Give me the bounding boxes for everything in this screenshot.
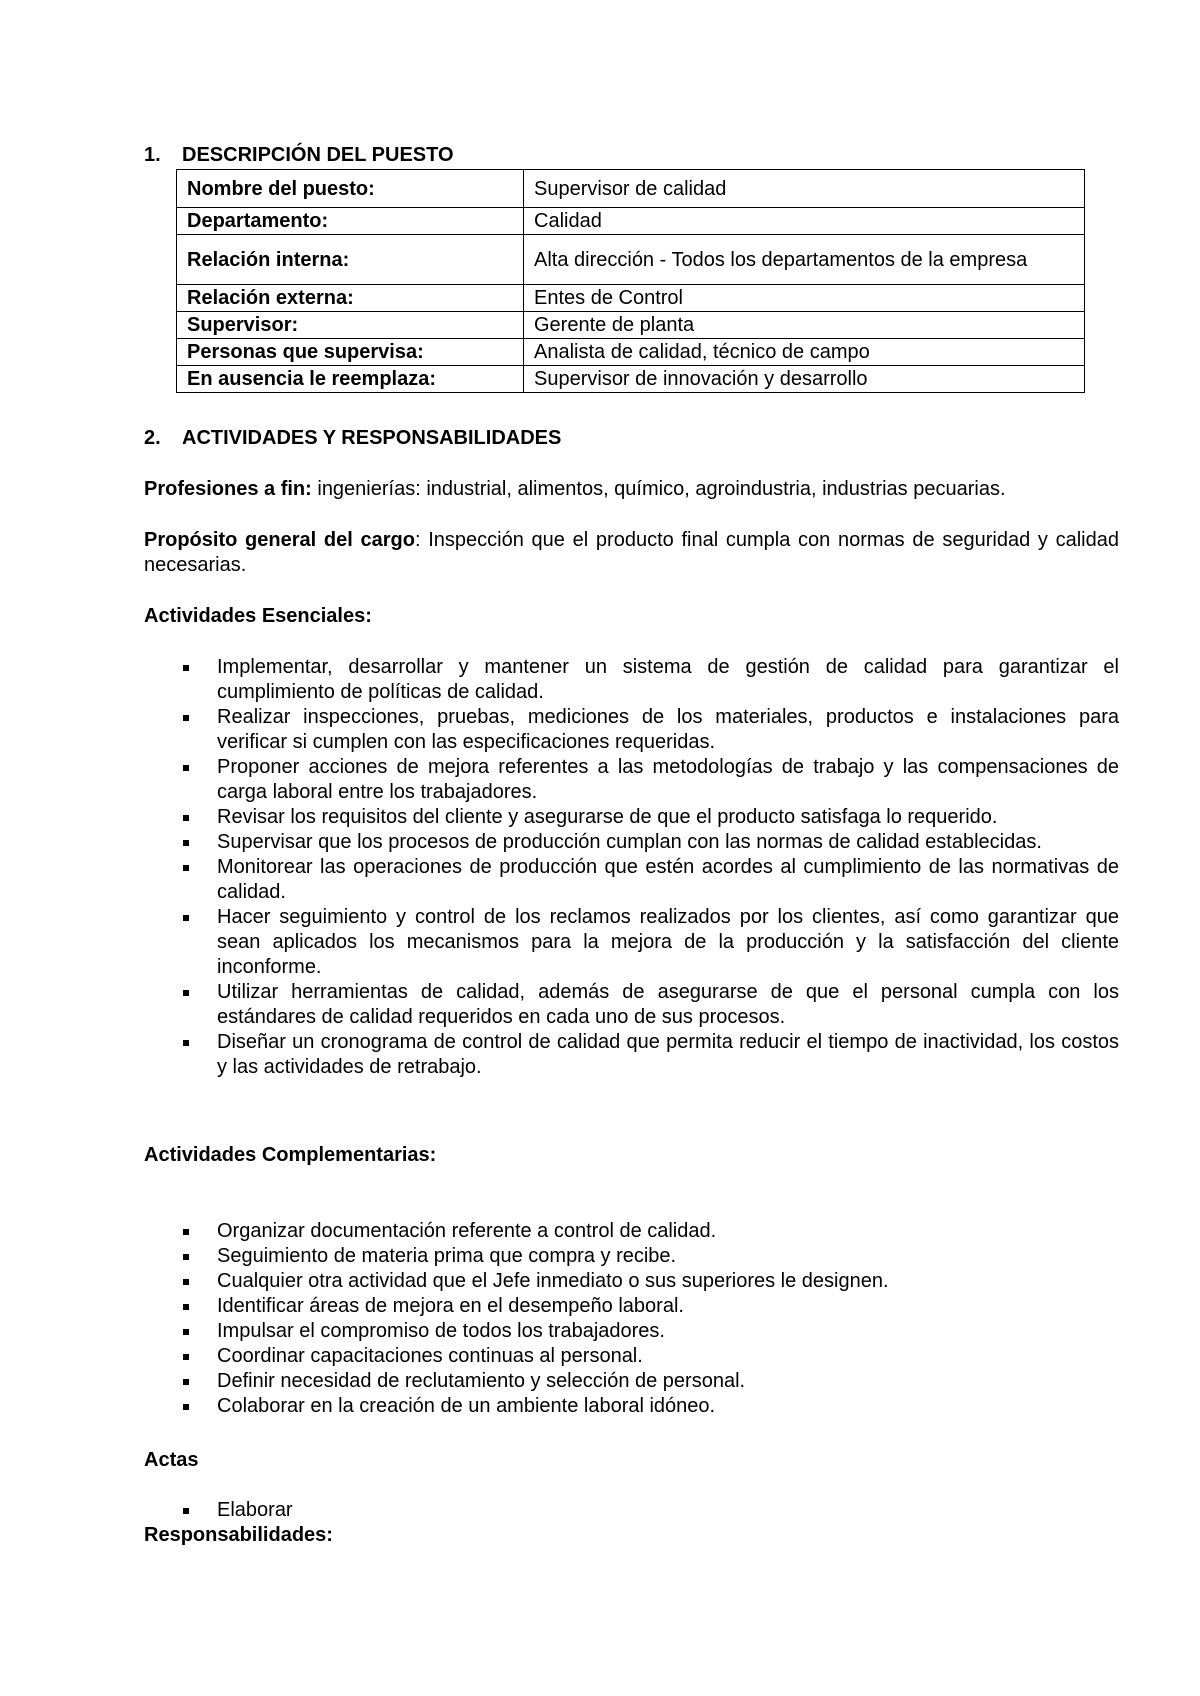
- section-2-title: ACTIVIDADES Y RESPONSABILIDADES: [182, 427, 562, 449]
- list-item: Impulsar el compromiso de todos los trabajadores.: [144, 1319, 1119, 1344]
- row-value: Analista de calidad, técnico de campo: [524, 339, 1085, 366]
- actas-list: [144, 1498, 1119, 1523]
- bullet-icon: [183, 715, 189, 721]
- table-row: [177, 170, 1085, 208]
- row-label: Departamento:: [177, 208, 524, 235]
- bullet-icon: [183, 1040, 189, 1046]
- section-2-number: 2.: [144, 427, 161, 449]
- job-description-table: [176, 169, 1085, 393]
- list-item: Coordinar capacitaciones continuas al personal.: [144, 1344, 1119, 1369]
- bullet-icon: [183, 865, 189, 871]
- list-item: Cualquier otra actividad que el Jefe inmediato o sus superiores le designen.: [144, 1269, 1119, 1294]
- bullet-icon: [183, 1354, 189, 1360]
- list-item: Proponer acciones de mejora referentes a las metodologías de trabajo y las compensaciones de carga laboral entre los trabajadores.: [144, 755, 1119, 805]
- bullet-icon: [183, 1508, 189, 1514]
- table-row: [177, 208, 1085, 235]
- bullet-icon: [183, 1304, 189, 1310]
- list-item: Colaborar en la creación de un ambiente laboral idóneo.: [144, 1394, 1119, 1419]
- list-item: Revisar los requisitos del cliente y asegurarse de que el producto satisfaga lo requerido.: [144, 805, 1119, 830]
- bullet-icon: [183, 1404, 189, 1410]
- bullet-icon: [183, 665, 189, 671]
- responsabilidades-title: Responsabilidades:: [144, 1524, 333, 1546]
- list-item: Elaborar: [144, 1498, 1119, 1523]
- list-item: Seguimiento de materia prima que compra y recibe.: [144, 1244, 1119, 1269]
- row-label: Relación externa:: [177, 285, 524, 312]
- esenciales-list: [144, 655, 1119, 1080]
- table-row: [177, 366, 1085, 393]
- bullet-icon: [183, 840, 189, 846]
- row-label: Nombre del puesto:: [177, 170, 524, 208]
- bullet-icon: [183, 990, 189, 996]
- proposito-label: Propósito general del cargo: [144, 529, 415, 551]
- actas-title: Actas: [144, 1449, 199, 1471]
- row-label: Personas que supervisa:: [177, 339, 524, 366]
- profesiones-paragraph: [144, 477, 1119, 502]
- section-1-heading: [144, 143, 454, 167]
- section-1-number: 1.: [144, 144, 161, 166]
- list-item: Monitorear las operaciones de producción que estén acordes al cumplimiento de las normativas de calidad.: [144, 855, 1119, 905]
- bullet-icon: [183, 765, 189, 771]
- list-item: Realizar inspecciones, pruebas, mediciones de los materiales, productos e instalaciones para verificar si cumplen con las especificaciones requeridas.: [144, 705, 1119, 755]
- list-item: Definir necesidad de reclutamiento y selección de personal.: [144, 1369, 1119, 1394]
- list-item: Organizar documentación referente a control de calidad.: [144, 1219, 1119, 1244]
- row-value: Supervisor de calidad: [524, 170, 1085, 208]
- table-row: [177, 339, 1085, 366]
- list-item: Implementar, desarrollar y mantener un sistema de gestión de calidad para garantizar el cumplimiento de políticas de calidad.: [144, 655, 1119, 705]
- esenciales-title: Actividades Esenciales:: [144, 605, 372, 627]
- proposito-paragraph: [144, 528, 1119, 578]
- bullet-icon: [183, 1279, 189, 1285]
- complementarias-list: [144, 1219, 1119, 1419]
- row-label: Relación interna:: [177, 235, 524, 285]
- bullet-icon: [183, 1254, 189, 1260]
- list-item: Supervisar que los procesos de producción cumplan con las normas de calidad establecidas.: [144, 830, 1119, 855]
- profesiones-label: Profesiones a fin:: [144, 478, 312, 500]
- row-value: Entes de Control: [524, 285, 1085, 312]
- section-1-title: DESCRIPCIÓN DEL PUESTO: [182, 144, 454, 166]
- section-2-heading: [144, 426, 561, 450]
- table-row: [177, 285, 1085, 312]
- bullet-icon: [183, 1329, 189, 1335]
- list-item: Hacer seguimiento y control de los reclamos realizados por los clientes, así como garantizar que sean aplicados los mecanismos para la mejora de la producción y la satisfacción del cliente inconforme.: [144, 905, 1119, 980]
- row-label: Supervisor:: [177, 312, 524, 339]
- row-label: En ausencia le reemplaza:: [177, 366, 524, 393]
- bullet-icon: [183, 1379, 189, 1385]
- bullet-icon: [183, 915, 189, 921]
- row-value: Calidad: [524, 208, 1085, 235]
- proposito-text: : Inspección que el producto final cumpla con normas de seguridad y calidad necesarias.: [144, 529, 1119, 576]
- bullet-icon: [183, 815, 189, 821]
- list-item: Utilizar herramientas de calidad, además de asegurarse de que el personal cumpla con los estándares de calidad requeridos en cada uno de sus procesos.: [144, 980, 1119, 1030]
- complementarias-title: Actividades Complementarias:: [144, 1144, 437, 1166]
- row-value: Supervisor de innovación y desarrollo: [524, 366, 1085, 393]
- row-value: Gerente de planta: [524, 312, 1085, 339]
- table-row: [177, 235, 1085, 285]
- table-row: [177, 312, 1085, 339]
- list-item: Identificar áreas de mejora en el desempeño laboral.: [144, 1294, 1119, 1319]
- profesiones-text: ingenierías: industrial, alimentos, químico, agroindustria, industrias pecuarias.: [311, 478, 1006, 500]
- bullet-icon: [183, 1229, 189, 1235]
- row-value: Alta dirección - Todos los departamentos de la empresa: [524, 235, 1085, 285]
- list-item: Diseñar un cronograma de control de calidad que permita reducir el tiempo de inactividad, los costos y las actividades de retrabajo.: [144, 1030, 1119, 1080]
